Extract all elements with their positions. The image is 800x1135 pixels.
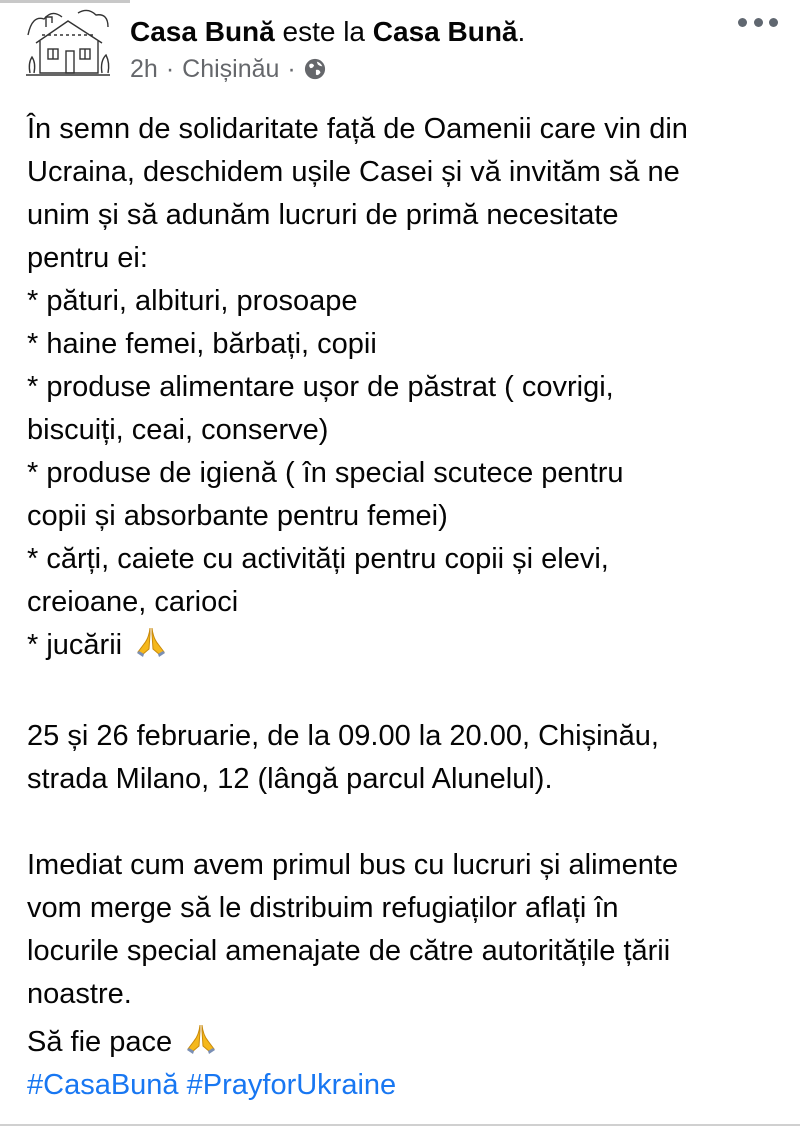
location-page-link[interactable]: Casa Bună — [372, 16, 518, 47]
more-options-button[interactable] — [738, 18, 778, 32]
divider-top — [0, 0, 130, 3]
post-place[interactable]: Chișinău — [182, 55, 280, 83]
meta-separator: · — [165, 55, 175, 83]
post-line: 25 și 26 februarie, de la 09.00 la 20.00, Chișinău, — [27, 720, 659, 752]
hashtags — [27, 1064, 787, 1107]
post-line: * produse alimentare ușor de păstrat ( covrigi, — [27, 371, 614, 403]
divider-bottom — [0, 1124, 800, 1126]
post-line: noastre. — [27, 978, 132, 1010]
praying-hands-icon — [184, 1021, 218, 1055]
post-line: locurile special amenajate de către autoritățile țării — [27, 935, 671, 967]
post-line: strada Milano, 12 (lângă parcul Alunelul). — [27, 763, 553, 795]
title-end: . — [517, 16, 526, 47]
post-line: * produse de igienă ( în special scutece pentru — [27, 457, 624, 489]
post-line: copii și absorbante pentru femei) — [27, 500, 448, 532]
hashtag-link[interactable]: #CasaBună — [27, 1069, 179, 1101]
post-line: pentru ei: — [27, 242, 148, 274]
more-dot — [738, 18, 747, 27]
post-line: * cărți, caiete cu activități pentru copii și elevi, — [27, 543, 609, 575]
more-dot — [769, 18, 778, 27]
post-title — [130, 14, 525, 50]
post-line — [27, 1021, 787, 1064]
post-meta — [130, 54, 525, 84]
post-line: creioane, carioci — [27, 586, 239, 618]
post-line — [27, 624, 787, 672]
hashtag-link[interactable]: #PrayforUkraine — [186, 1069, 397, 1101]
post-line: vom merge să le distribuim refugiaților aflați în — [27, 892, 619, 924]
globe-icon[interactable] — [304, 58, 326, 80]
post-line-text: * jucării — [27, 629, 123, 661]
blank-line — [27, 672, 787, 715]
post-body — [27, 108, 787, 1107]
title-verb: este la — [282, 16, 365, 47]
avatar[interactable] — [22, 5, 114, 81]
post-line-text: Să fie pace — [27, 1026, 173, 1058]
post-line: biscuiți, ceai, conserve) — [27, 414, 329, 446]
post-time[interactable]: 2h — [130, 55, 158, 83]
post-line: * pături, albituri, prosoape — [27, 285, 358, 317]
post-line: Imediat cum avem primul bus cu lucruri și alimente — [27, 849, 679, 881]
post-header — [130, 14, 525, 84]
post-line: * haine femei, bărbați, copii — [27, 328, 377, 360]
meta-separator-2: · — [287, 55, 296, 83]
post-line: Ucraina, deschidem ușile Casei și vă invităm să ne — [27, 156, 680, 188]
author-link[interactable]: Casa Bună — [130, 16, 275, 47]
praying-hands-icon — [134, 624, 168, 658]
more-dot — [754, 18, 763, 27]
post-line: În semn de solidaritate față de Oamenii care vin din — [27, 113, 688, 145]
blank-line — [27, 801, 787, 844]
post-line: unim și să adunăm lucruri de primă necesitate — [27, 199, 619, 231]
